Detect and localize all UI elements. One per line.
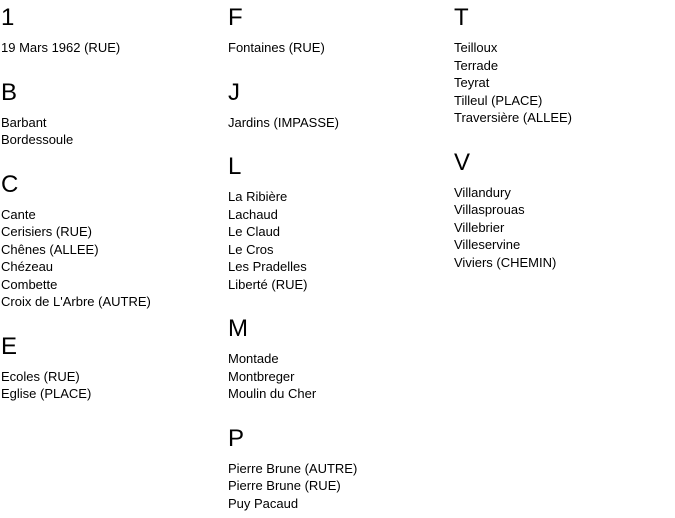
- street-entry: Jardins (IMPASSE): [228, 114, 340, 130]
- section-letter-heading: T: [454, 4, 469, 31]
- street-entry: Villeservine: [454, 237, 521, 252]
- street-entry: Cante: [1, 206, 36, 222]
- section-letter-heading: B: [1, 78, 18, 106]
- index-section: [454, 4, 674, 127]
- street-entry: 19 Mars 1962 (RUE): [1, 40, 121, 55]
- section-letter-heading: F: [228, 4, 243, 31]
- index-section: [228, 315, 454, 403]
- street-entry: Cerisiers (RUE): [1, 224, 92, 239]
- street-entry: Croix de L'Arbre (AUTRE): [1, 294, 151, 309]
- street-entry: Barbant: [1, 114, 47, 130]
- index-section: [1, 171, 228, 311]
- street-entry: Combette: [1, 276, 58, 292]
- street-entry: Moulin du Cher: [228, 386, 317, 401]
- index-section: [228, 153, 454, 293]
- street-entry: Montbreger: [228, 368, 295, 384]
- street-entry: Terrade: [454, 57, 499, 73]
- street-entry: Villandury: [454, 184, 511, 200]
- street-entry: Bordessoule: [1, 132, 74, 147]
- street-list: [454, 184, 674, 272]
- section-letter-heading: L: [228, 153, 242, 180]
- index-column: [1, 4, 228, 425]
- street-entry: Traversière (ALLEE): [454, 110, 572, 125]
- street-entry: Ecoles (RUE): [1, 368, 80, 384]
- index-section: [454, 149, 674, 272]
- index-section: [1, 79, 228, 149]
- index-column: [228, 4, 454, 518]
- index-section: [1, 333, 228, 403]
- street-list: [1, 206, 228, 311]
- index-section: [228, 4, 454, 57]
- street-entry: Pierre Brune (AUTRE): [228, 460, 358, 476]
- street-entry: Chênes (ALLEE): [1, 241, 99, 257]
- section-letter-heading: P: [228, 424, 245, 452]
- street-entry: Pierre Brune (RUE): [228, 478, 341, 493]
- street-entry: Puy Pacaud: [228, 495, 299, 511]
- street-list: [228, 350, 454, 403]
- street-list: [228, 39, 454, 57]
- index-section: [1, 4, 228, 57]
- street-list: [228, 188, 454, 293]
- index-section: [228, 425, 454, 513]
- section-letter-heading: E: [1, 332, 18, 360]
- street-entry: Les Pradelles: [228, 259, 307, 274]
- street-list: [1, 114, 228, 149]
- street-entry: Fontaines (RUE): [228, 40, 325, 55]
- section-letter-heading: C: [1, 170, 19, 198]
- street-entry: Teyrat: [454, 75, 490, 90]
- index-column: [454, 4, 674, 293]
- street-entry: Eglise (PLACE): [1, 386, 92, 401]
- section-letter-heading: V: [454, 148, 471, 176]
- street-list: [1, 368, 228, 403]
- street-entry: Villebrier: [454, 219, 505, 235]
- street-entry: Montade: [228, 351, 279, 366]
- street-entry: Chézeau: [1, 259, 54, 274]
- street-entry: Viviers (CHEMIN): [454, 254, 557, 270]
- street-entry: Lachaud: [228, 206, 278, 222]
- street-list: [228, 114, 454, 132]
- street-list: [228, 460, 454, 513]
- street-entry: La Ribière: [228, 189, 288, 204]
- street-list: [1, 39, 228, 57]
- section-letter-heading: M: [228, 315, 248, 342]
- street-entry: Liberté (RUE): [228, 276, 308, 292]
- street-entry: Villasprouas: [454, 202, 525, 217]
- section-letter-heading: J: [228, 78, 240, 106]
- street-entry: Tilleul (PLACE): [454, 92, 543, 108]
- section-letter-heading: 1: [1, 4, 15, 31]
- street-entry: Le Claud: [228, 224, 281, 239]
- index-section: [228, 79, 454, 132]
- street-entry: Le Cros: [228, 241, 274, 257]
- street-list: [454, 39, 674, 127]
- street-entry: Teilloux: [454, 40, 498, 55]
